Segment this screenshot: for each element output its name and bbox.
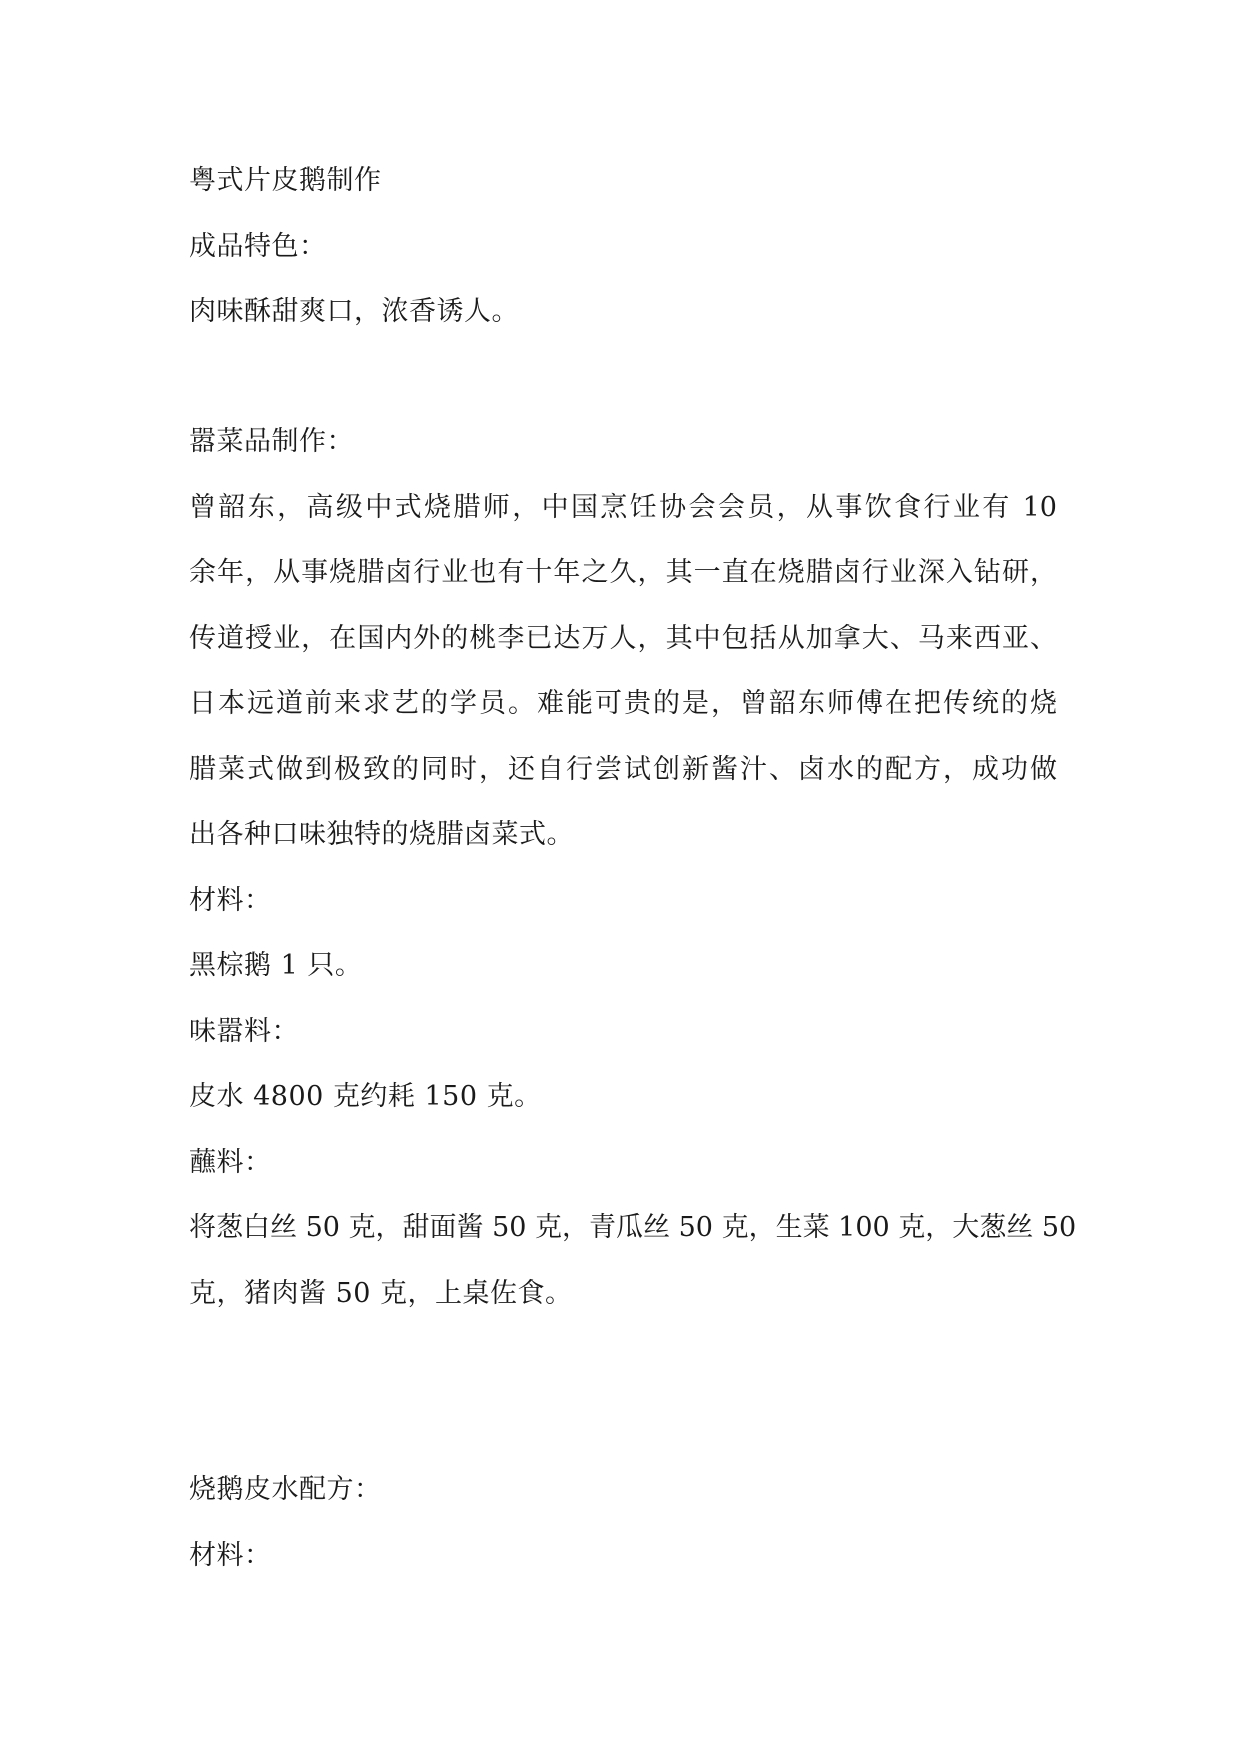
chef-paragraph-line: 传道授业，在国内外的桃李已达万人，其中包括从加拿大、马来西亚、 — [189, 623, 1057, 654]
skin-water-materials-heading: 材料： — [189, 1540, 272, 1571]
chef-paragraph-line: 曾韶东，高级中式烧腊师，中国烹饪协会会员，从事饮食行业有 10 — [189, 492, 1057, 523]
dip-paragraph-line: 将葱白丝 50 克，甜面酱 50 克，青瓜丝 50 克，生菜 100 克，大葱丝 50 — [189, 1212, 1077, 1243]
materials-text: 黑棕鹅 1 只。 — [189, 950, 363, 981]
chef-paragraph-line: 出各种口味独特的烧腊卤菜式。 — [189, 819, 574, 850]
seasoning-text: 皮水 4800 克约耗 150 克。 — [189, 1081, 542, 1112]
dip-heading: 蘸料： — [189, 1147, 272, 1178]
seasoning-heading: 味嚣料： — [189, 1016, 299, 1047]
document-title: 粤式片皮鹅制作 — [189, 165, 382, 196]
chef-paragraph-line: 腊菜式做到极致的同时，还自行尝试创新酱汁、卤水的配方，成功做 — [189, 754, 1057, 785]
chef-heading: 嚣菜品制作： — [189, 426, 354, 457]
materials-heading: 材料： — [189, 885, 272, 916]
skin-water-heading: 烧鹅皮水配方： — [189, 1474, 382, 1505]
chef-paragraph-line: 余年，从事烧腊卤行业也有十年之久，其一直在烧腊卤行业深入钻研， — [189, 557, 1057, 588]
features-heading: 成品特色： — [189, 231, 327, 262]
dip-paragraph-line: 克，猪肉酱 50 克，上桌佐食。 — [189, 1278, 573, 1309]
chef-paragraph-line: 日本远道前来求艺的学员。难能可贵的是，曾韶东师傅在把传统的烧 — [189, 688, 1057, 719]
features-text: 肉味酥甜爽口，浓香诱人。 — [189, 296, 519, 327]
